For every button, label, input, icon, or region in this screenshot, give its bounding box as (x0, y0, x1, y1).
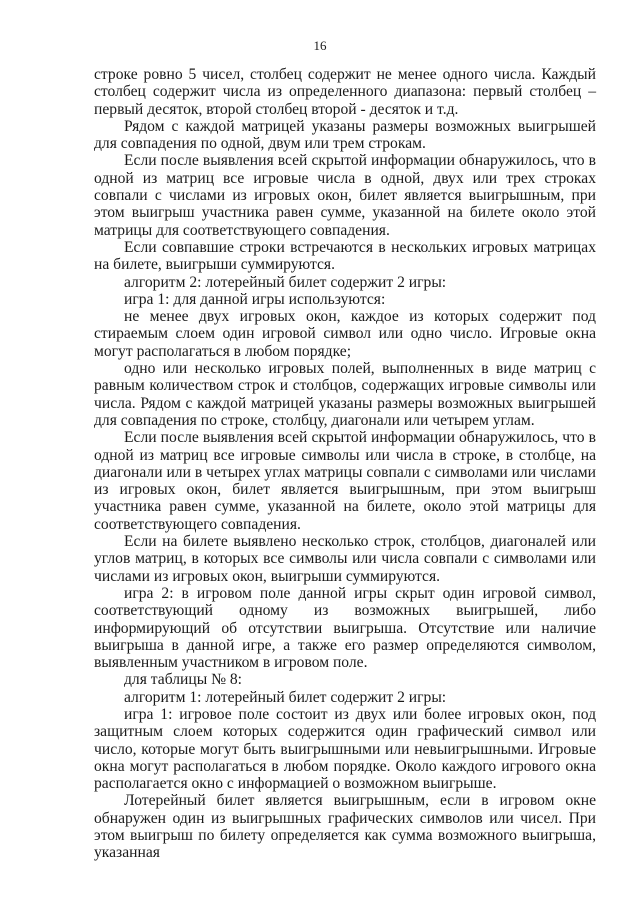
page-number: 16 (313, 38, 327, 53)
paragraph: алгоритм 2: лотерейный билет содержит 2 игры: (124, 273, 447, 291)
paragraph: Рядом с каждой матрицей указаны размеры возможных выигрышей для совпадения по одной, двум или трем строкам. (94, 117, 596, 153)
paragraph: игра 2: в игровом поле данной игры скрыт один игровой символ, соответствующий одному из возможных выигрышей, либо информирующий об отсутствии выигрыша. Отсутствие или наличие выигрыша в данной игре, а также его размер определяются символом, выявленным участником в игровом поле. (94, 584, 596, 672)
paragraph: одно или несколько игровых полей, выполненных в виде матриц с равным количеством строк и столбцов, содержащих игровые символы или числа. Рядом с каждой матрицей указаны размеры возможных выигрышей для совпадения по строке, столбцу, диагонали или четырем углам. (94, 360, 596, 429)
paragraph: Если совпавшие строки встречаются в нескольких игровых матрицах на билете, выигрыши суммируются. (94, 238, 596, 274)
paragraph: Если после выявления всей скрытой информации обнаружилось, что в одной из матриц все игровые символы или числа в строке, в столбце, на диагонали или в четырех углах матрицы совпали с символами или числами из игровых окон, билет является выигрышным, при этом выигрыш участника равен сумме, указанной на билете, около этой матрицы для соответствующего совпадения. (94, 429, 596, 533)
paragraph: Если после выявления всей скрытой информации обнаружилось, что в одной из матриц все игровые числа в одной, двух или трех строках совпали с числами из игровых окон, билет является выигрышным, при этом выигрыш участника равен сумме, указанной на билете около этой матрицы для соответствующего совпадения. (94, 152, 596, 239)
paragraph: строке ровно 5 чисел, столбец содержит не менее одного числа. Каждый столбец содержит числа из определенного диапазона: первый столбец – первый десяток, второй столбец второй - десяток и т.д. (94, 66, 596, 118)
paragraph: игра 1: игровое поле состоит из двух или более игровых окон, под защитным слоем которых содержится один графический символ или число, которые могут быть выигрышными или невыигрышными. Игровые окна могут располагаться в любом порядке. Около каждого игрового окна располагается окно с информацией о возможном выигрыше. (94, 705, 596, 793)
paragraph: Лотерейный билет является выигрышным, если в игровом окне обнаружен один из выигрышных графических символов или чисел. При этом выигрыш по билету определяется как сумма возможного выигрыша, указанная (94, 792, 596, 862)
paragraph: Если на билете выявлено несколько строк, столбцов, диагоналей или углов матриц, в которых все символы или числа совпали с символами или числами из игровых окон, выигрыши суммируются. (94, 533, 596, 585)
paragraph: игра 1: для данной игры используются: (124, 290, 386, 308)
paragraph: не менее двух игровых окон, каждое из которых содержит под стираемым слоем один игровой символ или одно число. Игровые окна могут располагаться в любом порядке; (94, 308, 596, 360)
paragraph: алгоритм 1: лотерейный билет содержит 2 игры: (124, 688, 447, 706)
paragraph: для таблицы № 8: (124, 671, 243, 689)
document-body (94, 66, 596, 862)
